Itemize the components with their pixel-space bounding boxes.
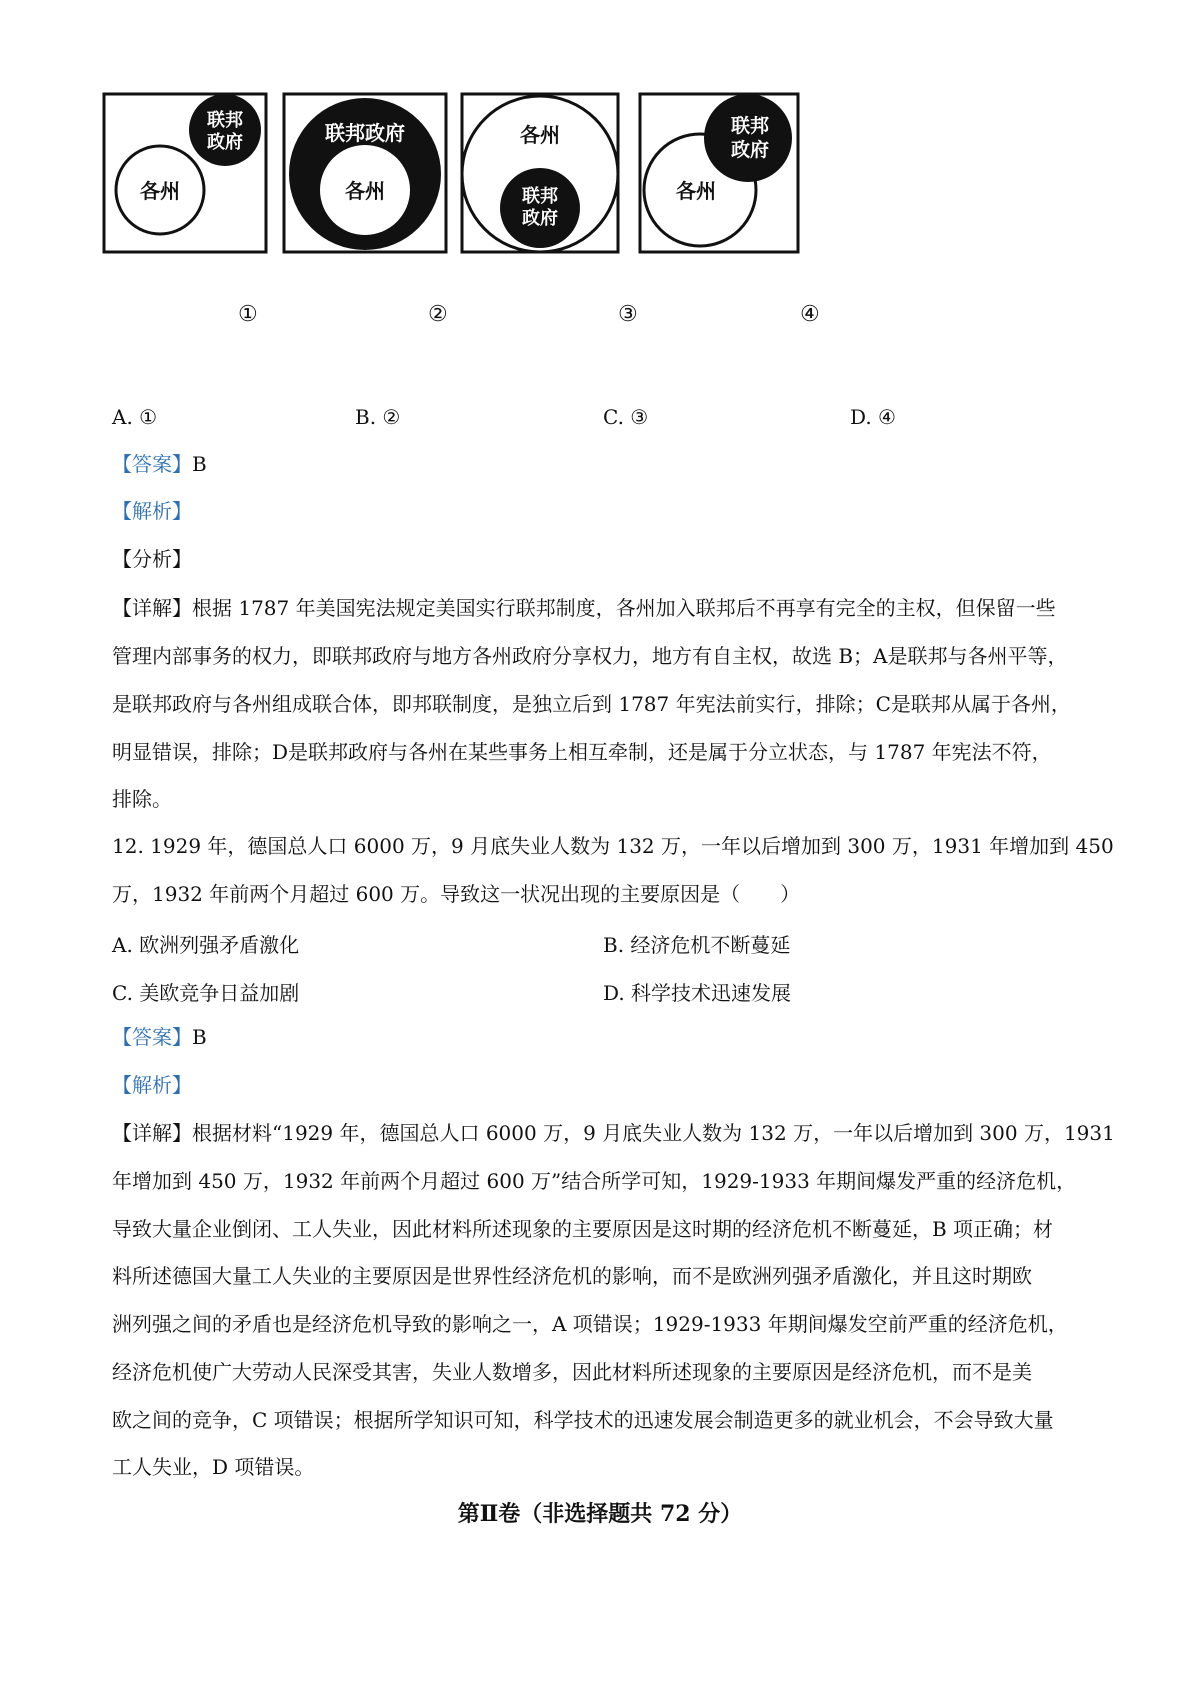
diagram-2: [284, 94, 446, 252]
q11-detail-line: 管理内部事务的权力，即联邦政府与地方各州政府分享权力，地方有自主权，故选 B；A是联邦与各州平等，: [112, 644, 1068, 668]
diagram-number-2: ②: [428, 302, 448, 327]
q11-fenxi-tag: 【分析】: [112, 547, 192, 571]
federal-label: 联邦: [730, 115, 770, 137]
federal-label: 政府: [522, 208, 558, 229]
q12-detail-line: 经济危机使广大劳动人民深受其害，失业人数增多，因此材料所述现象的主要原因是经济危机，而不是美: [112, 1360, 1032, 1384]
section-title: 第Ⅱ卷（非选择题共 72 分）: [457, 1501, 743, 1527]
diagram-1: [104, 94, 266, 252]
diagram-3: [462, 94, 618, 252]
q12-detail-line: 年增加到 450 万，1932 年前两个月超过 600 万”结合所学可知，1929-1933 年期间爆发严重的经济危机，: [112, 1169, 1077, 1193]
q11-answer: 【答案】B: [112, 452, 207, 476]
diagram-number-4: ④: [800, 302, 820, 327]
q12-detail-line: 料所述德国大量工人失业的主要原因是世界性经济危机的影响，而不是欧洲列强矛盾激化，并且这时期欧: [112, 1264, 1032, 1288]
federal-label: 联邦: [207, 110, 243, 131]
federal-label: 政府: [730, 139, 770, 161]
federal-label: 联邦: [522, 186, 558, 207]
q11-detail-line: 明显错误，排除；D是联邦政府与各州在某些事务上相互牵制，还是属于分立状态，与 1787 年宪法不符，: [112, 740, 1052, 764]
q11-analysis-tag: 【解析】: [112, 499, 192, 523]
q12-option-c: C. 美欧竞争日益加剧: [112, 981, 300, 1005]
federal-label: 政府: [207, 132, 243, 153]
diagram-number-3: ③: [618, 302, 638, 327]
q12-answer: 【答案】B: [112, 1025, 207, 1049]
q12-stem-line: 12. 1929 年，德国总人口 6000 万，9 月底失业人数为 132 万，一年以后增加到 300 万，1931 年增加到 450: [112, 834, 1114, 858]
q11-option-b: B. ②: [355, 405, 401, 429]
q12-detail-line: 导致大量企业倒闭、工人失业，因此材料所述现象的主要原因是这时期的经济危机不断蔓延，B 项正确；材: [112, 1217, 1054, 1241]
q11-option-c: C. ③: [603, 405, 649, 429]
q12-analysis-tag: 【解析】: [112, 1073, 192, 1097]
q11-option-d: D. ④: [850, 405, 896, 429]
q12-option-b: B. 经济危机不断蔓延: [603, 933, 791, 957]
q12-option-a: A. 欧洲列强矛盾激化: [112, 933, 300, 957]
q11-detail-line: 是联邦政府与各州组成联合体，即邦联制度，是独立后到 1787 年宪法前实行，排除；C是联邦从属于各州，: [112, 692, 1071, 716]
states-label: 各州: [676, 179, 716, 203]
states-label: 各州: [140, 179, 180, 203]
q12-detail-line: 欧之间的竞争，C 项错误；根据所学知识可知，科学技术的迅速发展会制造更多的就业机会，不会导致大量: [112, 1408, 1054, 1432]
states-label: 各州: [520, 123, 560, 147]
diagram-number-1: ①: [238, 302, 258, 327]
q12-detail-line: 工人失业，D 项错误。: [112, 1455, 315, 1479]
federal-label: 联邦政府: [325, 121, 405, 145]
q11-detail-line: 【详解】根据 1787 年美国宪法规定美国实行联邦制度，各州加入联邦后不再享有完全的主权，但保留一些: [112, 596, 1056, 620]
q12-detail-line: 【详解】根据材料“1929 年，德国总人口 6000 万，9 月底失业人数为 132 万，一年以后增加到 300 万，1931: [112, 1121, 1115, 1145]
diagram-4: [640, 94, 798, 252]
q12-detail-line: 洲列强之间的矛盾也是经济危机导致的影响之一，A 项错误；1929-1933 年期间爆发空前严重的经济危机，: [112, 1312, 1068, 1336]
q12-option-d: D. 科学技术迅速发展: [603, 981, 792, 1005]
states-label: 各州: [345, 179, 385, 203]
q11-option-a: A. ①: [112, 405, 158, 429]
federalism-diagrams: [100, 90, 880, 270]
q12-stem-line: 万，1932 年前两个月超过 600 万。导致这一状况出现的主要原因是（ ）: [112, 882, 801, 906]
q11-detail-line: 排除。: [112, 787, 172, 811]
